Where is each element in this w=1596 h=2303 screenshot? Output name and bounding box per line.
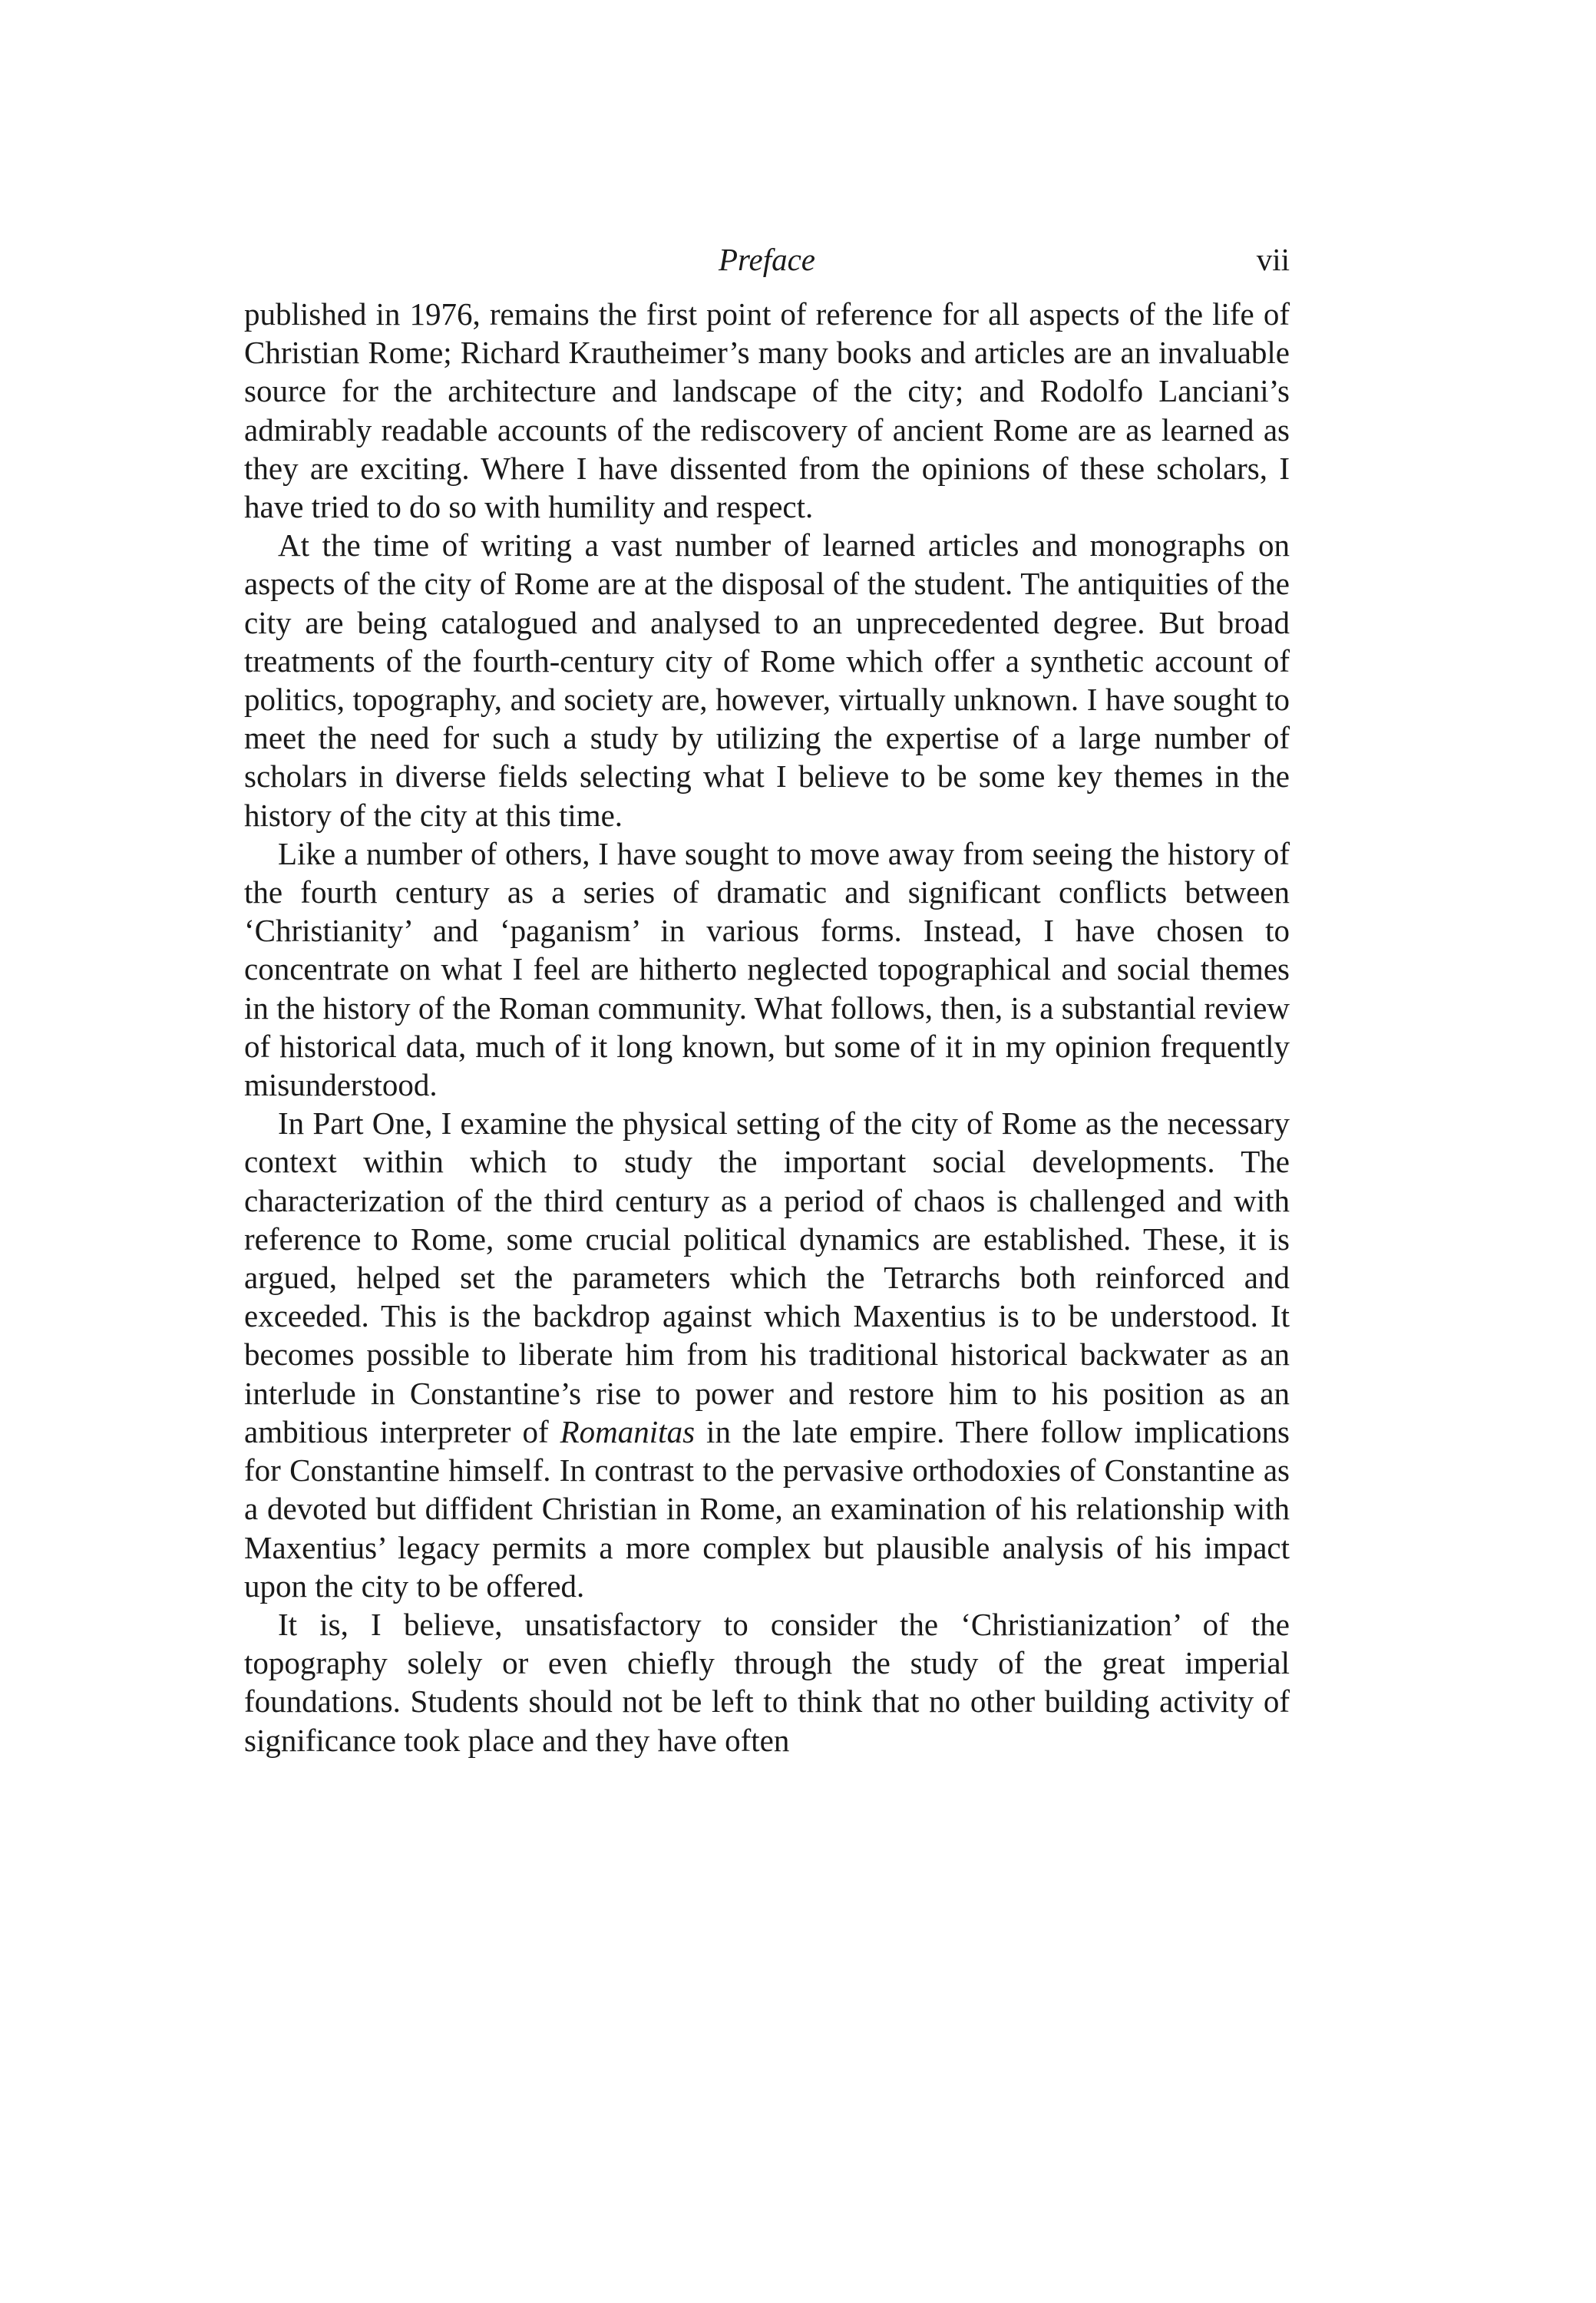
paragraph-scholarship: At the time of writing a vast number of learned articles and monographs on aspects of the city of Rome are at the disposal of the student. The antiquities of the city are being catalogued and analysed to an unprecedented degree. But broad treatments of the fourth-century city of Rome which offer a synthetic account of politics, topography, and society are, however, virtually unknown. I have sought to meet the need for such a study by utilizing the expertise of a large number of scholars in diverse fields selecting what I believe to be some key themes in the history of the city at this time.: [244, 527, 1290, 833]
romanitas-italic: Romanitas: [560, 1413, 696, 1449]
paragraph-approach: Like a number of others, I have sought to move away from seeing the history of the fourth century as a series of dramatic and significant conflicts between ‘Christianity’ and ‘paganism’ in various forms. Instead, I have chosen to concentrate on what I feel are hitherto neglected topographical and social themes in the history of the Roman community. What follows, then, is a substantial review of historical data, much of it long known, but some of it in my opinion frequently misunderstood.: [244, 835, 1290, 1103]
page-number: vii: [1256, 242, 1290, 277]
paragraph-continuation: published in 1976, remains the first point of reference for all aspects of the life of Christian Rome; Richard Krautheimer’s many books and articles are an invaluable source for the architecture and landscape of the city; and Rodolfo Lanciani’s admirably readable accounts of the rediscovery of ancient Rome are as learned as they are exciting. Where I have dissented from the opinions of these scholars, I have tried to do so with humility and respect.: [244, 296, 1290, 525]
running-head: [244, 236, 1290, 283]
part-one-text-after: in the late empire. There follow implications for Constantine himself. In contrast to the pervasive orthodoxies of Constantine as a devoted but diffident Christian in Rome, an examination of his relationship with Maxentius’ legacy permits a more complex but plausible analysis of his impact upon the city to be offered.: [244, 1413, 1290, 1604]
running-title: Preface: [719, 242, 815, 277]
paragraph-part-one: [244, 1104, 1290, 1605]
part-one-text-before: In Part One, I examine the physical setting of the city of Rome as the necessary context within which to study the important social developments. The characterization of the third century as a period of chaos is challenged and with reference to Rome, some crucial political dynamics are established. These, it is argued, helped set the parameters which the Tetrarchs both reinforced and exceeded. This is the backdrop against which Maxentius is to be understood. It becomes possible to liberate him from his traditional historical backwater as an interlude in Constantine’s rise to power and restore him to his position as an ambitious interpreter of: [244, 1105, 1290, 1449]
body-text: [244, 295, 1290, 1759]
paragraph-christianization: It is, I believe, unsatisfactory to consider the ‘Christianization’ of the topography solely or even chiefly through the study of the great imperial foundations. Students should not be left to think that no other building activity of significance took place and they have often: [244, 1606, 1290, 1758]
